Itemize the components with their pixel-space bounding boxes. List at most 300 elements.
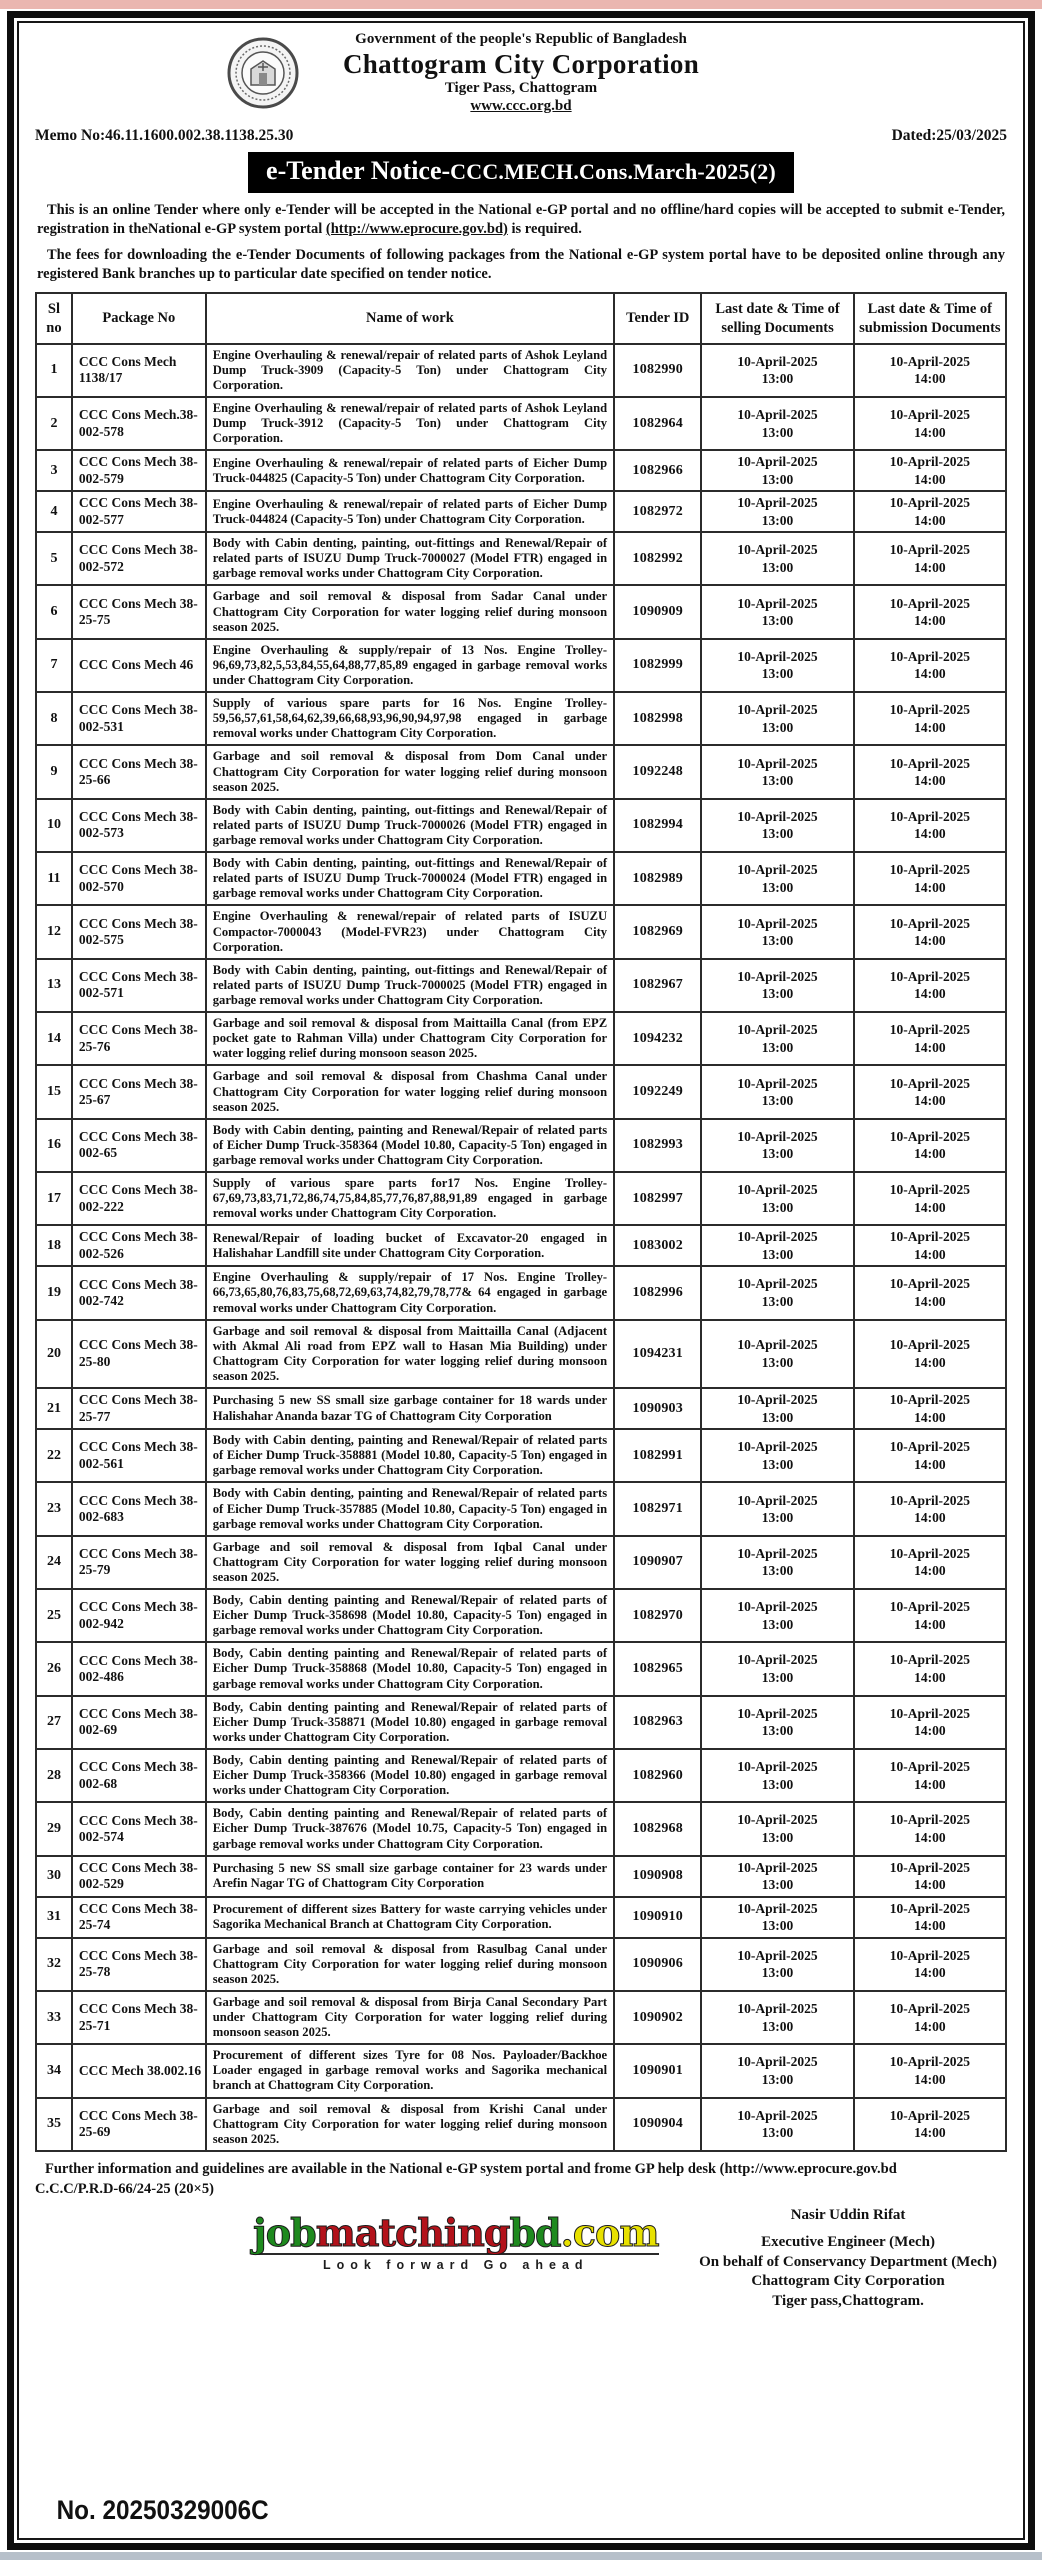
selling-date: 10-April-2025 <box>737 407 818 423</box>
cell-selling-date <box>701 745 853 798</box>
table-row <box>36 1589 1006 1642</box>
cell-selling-date <box>701 344 853 397</box>
cell-package-no: CCC Cons Mech 38-002-683 <box>72 1482 206 1535</box>
cell-name-of-work: Garbage and soil removal & disposal from Sadar Canal under Chattogram City Corporation for water logging relief during monsoon season 2025. <box>206 585 614 638</box>
submission-time: 14:00 <box>914 1723 946 1739</box>
cell-selling-date <box>701 585 853 638</box>
selling-time: 13:00 <box>761 1294 794 1310</box>
cell-sl-no: 9 <box>36 745 72 798</box>
table-row <box>36 1938 1006 1991</box>
col-header-sl-no: Sl no <box>36 293 72 343</box>
table-row <box>36 2044 1006 2097</box>
cell-package-no: CCC Cons Mech 38-25-79 <box>72 1536 206 1589</box>
cell-submission-date <box>854 532 1006 585</box>
cell-tender-id: 1082989 <box>614 852 701 905</box>
cell-tender-id: 1082997 <box>614 1172 701 1225</box>
selling-time: 13:00 <box>761 424 794 440</box>
submission-date: 10-April-2025 <box>889 1492 970 1508</box>
cell-package-no: CCC Cons Mech 38-002-742 <box>72 1266 206 1319</box>
selling-date: 10-April-2025 <box>737 1652 818 1668</box>
cell-submission-date <box>854 1482 1006 1535</box>
submission-date: 10-April-2025 <box>889 755 970 771</box>
cell-selling-date <box>701 1589 853 1642</box>
cell-submission-date <box>854 1696 1006 1749</box>
submission-date: 10-April-2025 <box>889 2107 970 2123</box>
cell-package-no: CCC Cons Mech 38-25-76 <box>72 1012 206 1065</box>
dated-label: Dated:25/03/2025 <box>891 127 1007 144</box>
selling-date: 10-April-2025 <box>737 862 818 878</box>
submission-date: 10-April-2025 <box>889 702 970 718</box>
cell-tender-id: 1082998 <box>614 692 701 745</box>
cell-name-of-work: Engine Overhauling & renewal/repair of related parts of Ashok Leyland Dump Truck-3909 (Capacity-5 Ton) under Chattogram City Corporation. <box>206 344 614 397</box>
selling-date: 10-April-2025 <box>737 1229 818 1245</box>
cell-tender-id: 1090902 <box>614 1991 701 2044</box>
selling-time: 13:00 <box>761 471 794 487</box>
submission-date: 10-April-2025 <box>889 648 970 664</box>
submission-time: 14:00 <box>914 1456 946 1472</box>
cell-name-of-work: Body with Cabin denting, painting and Renewal/Repair of related parts of Eicher Dump Truck-357885 (Model 10.80, Capacity-5 Ton) engaged in garbage removal works under Chattogram City Corporation. <box>206 1482 614 1535</box>
scan-artifact-bottom-strip <box>0 2552 1042 2560</box>
cell-submission-date <box>854 905 1006 958</box>
submission-date: 10-April-2025 <box>889 1545 970 1561</box>
submission-time: 14:00 <box>914 826 946 842</box>
submission-time: 14:00 <box>914 424 946 440</box>
submission-time: 14:00 <box>914 471 946 487</box>
cell-package-no: CCC Cons Mech 38-002-573 <box>72 799 206 852</box>
cell-name-of-work: Purchasing 5 new SS small size garbage container for 18 wards under Halishahar Ananda bazar TG of Chattogram City Corporation <box>206 1388 614 1429</box>
submission-date: 10-April-2025 <box>889 542 970 558</box>
submission-time: 14:00 <box>914 1918 946 1934</box>
cell-name-of-work: Body, Cabin denting painting and Renewal/Repair of related parts of Eicher Dump Truck-358868 (Model 10.80, Capacity-5 Ton) engaged in garbage removal works under Chattogram City Corporation. <box>206 1642 614 1695</box>
cell-name-of-work: Garbage and soil removal & disposal from Dom Canal under Chattogram City Corporation for water logging relief during monsoon season 2025. <box>206 745 614 798</box>
cell-tender-id: 1082966 <box>614 450 701 491</box>
cell-selling-date <box>701 1802 853 1855</box>
submission-time: 14:00 <box>914 1510 946 1526</box>
cell-submission-date <box>854 1172 1006 1225</box>
cell-sl-no: 19 <box>36 1266 72 1319</box>
selling-time: 13:00 <box>761 719 794 735</box>
selling-date: 10-April-2025 <box>737 1392 818 1408</box>
cell-submission-date <box>854 692 1006 745</box>
cell-package-no: CCC Cons Mech 38-002-486 <box>72 1642 206 1695</box>
selling-time: 13:00 <box>761 613 794 629</box>
col-header-selling-date: Last date & Time of selling Documents <box>701 293 853 343</box>
selling-time: 13:00 <box>761 826 794 842</box>
memo-row <box>35 127 1007 145</box>
selling-date: 10-April-2025 <box>737 1599 818 1615</box>
table-row <box>36 2098 1006 2151</box>
selling-date: 10-April-2025 <box>737 454 818 470</box>
cell-submission-date <box>854 639 1006 692</box>
table-row <box>36 1482 1006 1535</box>
cell-sl-no: 14 <box>36 1012 72 1065</box>
cell-sl-no: 35 <box>36 2098 72 2151</box>
cell-sl-no: 15 <box>36 1065 72 1118</box>
cell-name-of-work: Engine Overhauling & renewal/repair of related parts of Eicher Dump Truck-044824 (Capacity-5 Ton) under Chattogram City Corporation. <box>206 491 614 532</box>
cell-tender-id: 1082991 <box>614 1429 701 1482</box>
selling-time: 13:00 <box>761 1246 794 1262</box>
cell-name-of-work: Engine Overhauling & supply/repair of 13 Nos. Engine Trolley-96,69,73,82,5,53,84,55,64,88,77,85,89 engaged in garbage removal works under Chattogram City Corporation. <box>206 639 614 692</box>
cell-submission-date <box>854 1429 1006 1482</box>
selling-date: 10-April-2025 <box>737 2054 818 2070</box>
cell-package-no: CCC Cons Mech 1138/17 <box>72 344 206 397</box>
selling-time: 13:00 <box>761 1830 794 1846</box>
cell-submission-date <box>854 1991 1006 2044</box>
table-row <box>36 1897 1006 1938</box>
cell-submission-date <box>854 745 1006 798</box>
cell-sl-no: 8 <box>36 692 72 745</box>
cell-selling-date <box>701 1388 853 1429</box>
cell-package-no: CCC Mech 38.002.16 <box>72 2044 206 2097</box>
notice-title-main: e-Tender Notice- <box>266 156 451 185</box>
cell-tender-id: 1082964 <box>614 397 701 450</box>
cell-package-no: CCC Cons Mech 38-25-67 <box>72 1065 206 1118</box>
table-row <box>36 1065 1006 1118</box>
selling-time: 13:00 <box>761 1563 794 1579</box>
table-row <box>36 585 1006 638</box>
cell-tender-id: 1082994 <box>614 799 701 852</box>
cell-sl-no: 3 <box>36 450 72 491</box>
cell-selling-date <box>701 1856 853 1897</box>
cell-sl-no: 29 <box>36 1802 72 1855</box>
submission-time: 14:00 <box>914 719 946 735</box>
footer <box>35 2161 1007 2530</box>
col-header-tender-id: Tender ID <box>614 293 701 343</box>
cell-tender-id: 1082972 <box>614 491 701 532</box>
cell-submission-date <box>854 1802 1006 1855</box>
cell-tender-id: 1094232 <box>614 1012 701 1065</box>
cell-package-no: CCC Cons Mech 38-25-66 <box>72 745 206 798</box>
cell-name-of-work: Garbage and soil removal & disposal from Rasulbag Canal under Chattogram City Corporation for water logging relief during monsoon season 2025. <box>206 1938 614 1991</box>
table-row <box>36 1172 1006 1225</box>
cell-name-of-work: Engine Overhauling & supply/repair of 17 Nos. Engine Trolley- 66,73,65,80,76,83,75,68,72,69,63,74,82,79,78,77& 64 engaged in garbage removal works under Chattogram City Corporation. <box>206 1266 614 1319</box>
cell-sl-no: 27 <box>36 1696 72 1749</box>
signature-block <box>699 2206 1001 2312</box>
cell-selling-date <box>701 692 853 745</box>
logo-part-matching: matching <box>315 2209 510 2255</box>
cell-name-of-work: Body, Cabin denting painting and Renewal/Repair of related parts of Eicher Dump Truck-358366 (Model 10.80) engaged in garbage removal works under Chattogram City Corporation. <box>206 1749 614 1802</box>
cell-package-no: CCC Cons Mech 38-25-77 <box>72 1388 206 1429</box>
intro-paragraph-2: The fees for downloading the e-Tender Documents of following packages from the National e-GP system portal have to be deposited online through any registered Bank branches up to particular date specified on tender notice. <box>37 246 1005 282</box>
cell-package-no: CCC Cons Mech 46 <box>72 639 206 692</box>
cell-name-of-work: Body with Cabin denting, painting, out-fittings and Renewal/Repair of related parts of ISUZU Dump Truck-7000024 (Model FTR) engaged in garbage removal works under Chattogram City Corporation. <box>206 852 614 905</box>
submission-time: 14:00 <box>914 1093 946 1109</box>
government-line: Government of the people's Republic of Bangladesh <box>355 31 687 47</box>
cell-tender-id: 1082996 <box>614 1266 701 1319</box>
cell-submission-date <box>854 1589 1006 1642</box>
cell-sl-no: 16 <box>36 1119 72 1172</box>
selling-date: 10-April-2025 <box>737 648 818 664</box>
cell-package-no: CCC Cons Mech 38-002-571 <box>72 959 206 1012</box>
submission-time: 14:00 <box>914 1877 946 1893</box>
table-row <box>36 397 1006 450</box>
submission-date: 10-April-2025 <box>889 1812 970 1828</box>
cell-selling-date <box>701 1642 853 1695</box>
logo-part-dotcom: .com <box>560 2209 659 2255</box>
submission-date: 10-April-2025 <box>889 968 970 984</box>
cell-submission-date <box>854 1119 1006 1172</box>
cell-selling-date <box>701 1119 853 1172</box>
cell-name-of-work: Procurement of different sizes Tyre for 08 Nos. Payloader/Backhoe Loader engaged in garbage removal works and Sagorika mechanical branch at Chattogram City Corporation. <box>206 2044 614 2097</box>
submission-time: 14:00 <box>914 1294 946 1310</box>
cell-package-no: CCC Cons Mech 38-002-69 <box>72 1696 206 1749</box>
table-row <box>36 532 1006 585</box>
submission-date: 10-April-2025 <box>889 1337 970 1353</box>
cell-submission-date <box>854 1938 1006 1991</box>
notice-title-wrap <box>35 152 1007 193</box>
cell-sl-no: 18 <box>36 1225 72 1266</box>
cell-submission-date <box>854 1897 1006 1938</box>
cell-sl-no: 22 <box>36 1429 72 1482</box>
submission-date: 10-April-2025 <box>889 495 970 511</box>
cell-name-of-work: Body with Cabin denting, painting, out-fittings and Renewal/Repair of related parts of ISUZU Dump Truck-7000027 (Model FTR) engaged in garbage removal works under Chattogram City Corporation. <box>206 532 614 585</box>
cell-tender-id: 1082990 <box>614 344 701 397</box>
submission-date: 10-April-2025 <box>889 1900 970 1916</box>
table-row <box>36 491 1006 532</box>
logo-tagline: Look forward Go ahead <box>253 2253 659 2272</box>
cell-sl-no: 7 <box>36 639 72 692</box>
cell-name-of-work: Body, Cabin denting painting and Renewal/Repair of related parts of Eicher Dump Truck-387676 (Model 10.75, Capacity-5 Ton) engaged in garbage removal works under Chattogram City Corporation. <box>206 1802 614 1855</box>
ccc-seal-logo <box>227 37 299 109</box>
cell-tender-id: 1094231 <box>614 1320 701 1388</box>
cell-submission-date <box>854 1749 1006 1802</box>
cell-submission-date <box>854 1225 1006 1266</box>
cell-tender-id: 1082992 <box>614 532 701 585</box>
table-row <box>36 1696 1006 1749</box>
selling-date: 10-April-2025 <box>737 702 818 718</box>
submission-date: 10-April-2025 <box>889 1182 970 1198</box>
cell-sl-no: 13 <box>36 959 72 1012</box>
eprocure-link[interactable]: (http://www.eprocure.gov.bd) <box>325 220 508 237</box>
cell-name-of-work: Body with Cabin denting, painting, out-fittings and Renewal/Repair of related parts of ISUZU Dump Truck-7000026 (Model FTR) engaged in garbage removal works under Chattogram City Corporation. <box>206 799 614 852</box>
cell-tender-id: 1090906 <box>614 1938 701 1991</box>
selling-time: 13:00 <box>761 2071 794 2087</box>
selling-time: 13:00 <box>761 933 794 949</box>
cell-submission-date <box>854 1388 1006 1429</box>
cell-submission-date <box>854 397 1006 450</box>
submission-time: 14:00 <box>914 1563 946 1579</box>
selling-date: 10-April-2025 <box>737 495 818 511</box>
cell-sl-no: 6 <box>36 585 72 638</box>
footer-reference: C.C.C/P.R.D-66/24-25 (20×5) <box>35 2180 214 2197</box>
submission-date: 10-April-2025 <box>889 1075 970 1091</box>
selling-date: 10-April-2025 <box>737 968 818 984</box>
cell-package-no: CCC Cons Mech 38-002-577 <box>72 491 206 532</box>
cell-name-of-work: Body, Cabin denting painting and Renewal/Repair of related parts of Eicher Dump Truck-358698 (Model 10.80, Capacity-5 Ton) engaged in garbage removal works under Chattogram City Corporation. <box>206 1589 614 1642</box>
cell-name-of-work: Supply of various spare parts for 16 Nos. Engine Trolley-59,56,57,61,58,64,62,39,66,68,93,96,90,94,97,98 engaged in garbage removal works under Chattogram City Corporation. <box>206 692 614 745</box>
cell-tender-id: 1090908 <box>614 1856 701 1897</box>
cell-package-no: CCC Cons Mech 38-25-78 <box>72 1938 206 1991</box>
cell-package-no: CCC Cons Mech.38-002-578 <box>72 397 206 450</box>
submission-date: 10-April-2025 <box>889 1276 970 1292</box>
submission-date: 10-April-2025 <box>889 1947 970 1963</box>
tender-table-body <box>36 344 1006 2151</box>
cell-sl-no: 17 <box>36 1172 72 1225</box>
cell-selling-date <box>701 852 853 905</box>
cell-tender-id: 1090907 <box>614 1536 701 1589</box>
submission-date: 10-April-2025 <box>889 353 970 369</box>
cell-selling-date <box>701 1938 853 1991</box>
cell-sl-no: 20 <box>36 1320 72 1388</box>
table-row <box>36 959 1006 1012</box>
cell-submission-date <box>854 852 1006 905</box>
selling-time: 13:00 <box>761 986 794 1002</box>
selling-time: 13:00 <box>761 512 794 528</box>
cell-selling-date <box>701 1320 853 1388</box>
selling-time: 13:00 <box>761 2018 794 2034</box>
cell-submission-date <box>854 959 1006 1012</box>
selling-date: 10-April-2025 <box>737 542 818 558</box>
cell-selling-date <box>701 1696 853 1749</box>
cell-name-of-work: Garbage and soil removal & disposal from Iqbal Canal under Chattogram City Corporation for water logging relief during monsoon season 2025. <box>206 1536 614 1589</box>
selling-date: 10-April-2025 <box>737 1759 818 1775</box>
submission-date: 10-April-2025 <box>889 1599 970 1615</box>
selling-date: 10-April-2025 <box>737 808 818 824</box>
submission-time: 14:00 <box>914 933 946 949</box>
jobmatchingbd-logo <box>253 2209 659 2272</box>
signatory-title: Executive Engineer (Mech) <box>761 2234 935 2251</box>
submission-time: 14:00 <box>914 666 946 682</box>
selling-date: 10-April-2025 <box>737 1859 818 1875</box>
cell-sl-no: 1 <box>36 344 72 397</box>
submission-date: 10-April-2025 <box>889 808 970 824</box>
cell-name-of-work: Procurement of different sizes Battery for waste carrying vehicles under Sagorika Mechanical Branch at Chattogram City Corporation. <box>206 1897 614 1938</box>
cell-package-no: CCC Cons Mech 38-25-80 <box>72 1320 206 1388</box>
submission-date: 10-April-2025 <box>889 862 970 878</box>
cell-sl-no: 4 <box>36 491 72 532</box>
table-row <box>36 1536 1006 1589</box>
cell-package-no: CCC Cons Mech 38-25-74 <box>72 1897 206 1938</box>
cell-submission-date <box>854 1856 1006 1897</box>
cell-selling-date <box>701 491 853 532</box>
cell-package-no: CCC Cons Mech 38-002-561 <box>72 1429 206 1482</box>
cell-package-no: CCC Cons Mech 38-002-531 <box>72 692 206 745</box>
table-row <box>36 799 1006 852</box>
cell-sl-no: 32 <box>36 1938 72 1991</box>
cell-name-of-work: Body with Cabin denting, painting and Renewal/Repair of related parts of Eicher Dump Truck-358364 (Model 10.80, Capacity-5 Ton) engaged in garbage removal works under Chattogram City Corporation. <box>206 1119 614 1172</box>
submission-time: 14:00 <box>914 1354 946 1370</box>
letterhead <box>35 29 1007 125</box>
selling-time: 13:00 <box>761 666 794 682</box>
table-row <box>36 344 1006 397</box>
cell-submission-date <box>854 799 1006 852</box>
selling-time: 13:00 <box>761 1670 794 1686</box>
submission-date: 10-April-2025 <box>889 595 970 611</box>
cell-name-of-work: Engine Overhauling & renewal/repair of related parts of ISUZU Compactor-7000043 (Model-FVR23) under Chattogram City Corporation. <box>206 905 614 958</box>
submission-date: 10-April-2025 <box>889 1439 970 1455</box>
table-row <box>36 639 1006 692</box>
submission-time: 14:00 <box>914 559 946 575</box>
cell-sl-no: 34 <box>36 2044 72 2097</box>
submission-time: 14:00 <box>914 1146 946 1162</box>
notice-title-banner <box>248 152 794 193</box>
signatory-name: Nasir Uddin Rifat <box>790 2206 906 2223</box>
submission-time: 14:00 <box>914 1776 946 1792</box>
table-row <box>36 692 1006 745</box>
cell-sl-no: 31 <box>36 1897 72 1938</box>
cell-submission-date <box>854 1320 1006 1388</box>
cell-submission-date <box>854 2098 1006 2151</box>
submission-date: 10-April-2025 <box>889 454 970 470</box>
cell-tender-id: 1082968 <box>614 1802 701 1855</box>
table-header-row <box>36 293 1006 343</box>
cell-package-no: CCC Cons Mech 38-002-942 <box>72 1589 206 1642</box>
cell-selling-date <box>701 397 853 450</box>
submission-date: 10-April-2025 <box>889 1022 970 1038</box>
selling-time: 13:00 <box>761 1877 794 1893</box>
cell-submission-date <box>854 491 1006 532</box>
cell-selling-date <box>701 2098 853 2151</box>
submission-date: 10-April-2025 <box>889 1759 970 1775</box>
intro-paragraph-1 <box>37 201 1005 239</box>
cell-sl-no: 10 <box>36 799 72 852</box>
cell-tender-id: 1092249 <box>614 1065 701 1118</box>
cell-tender-id: 1082970 <box>614 1589 701 1642</box>
table-row <box>36 1429 1006 1482</box>
selling-time: 13:00 <box>761 1409 794 1425</box>
website-link[interactable]: www.ccc.org.bd <box>470 98 572 114</box>
cell-tender-id: 1090903 <box>614 1388 701 1429</box>
selling-date: 10-April-2025 <box>737 915 818 931</box>
submission-time: 14:00 <box>914 1039 946 1055</box>
table-row <box>36 1749 1006 1802</box>
cell-name-of-work: Garbage and soil removal & disposal from Birja Canal Secondary Part under Chattogram City Corporation for water logging relief during monsoon season 2025. <box>206 1991 614 2044</box>
selling-time: 13:00 <box>761 1616 794 1632</box>
cell-package-no: CCC Cons Mech 38-25-75 <box>72 585 206 638</box>
selling-time: 13:00 <box>761 1456 794 1472</box>
selling-time: 13:00 <box>761 1776 794 1792</box>
submission-date: 10-April-2025 <box>889 1705 970 1721</box>
cell-sl-no: 12 <box>36 905 72 958</box>
cell-tender-id: 1082963 <box>614 1696 701 1749</box>
selling-time: 13:00 <box>761 1093 794 1109</box>
cell-name-of-work: Supply of various spare parts for17 Nos. Engine Trolley- 67,69,73,83,71,72,86,74,75,84,85,77,76,87,88,91,89 engaged in garbage removal works under Chattogram City Corporation. <box>206 1172 614 1225</box>
cell-submission-date <box>854 1642 1006 1695</box>
submission-time: 14:00 <box>914 1246 946 1262</box>
cell-sl-no: 23 <box>36 1482 72 1535</box>
table-row <box>36 745 1006 798</box>
cell-name-of-work: Garbage and soil removal & disposal from Chashma Canal under Chattogram City Corporation for water logging relief during monsoon season 2025. <box>206 1065 614 1118</box>
cell-selling-date <box>701 1266 853 1319</box>
table-row <box>36 1991 1006 2044</box>
selling-date: 10-April-2025 <box>737 1182 818 1198</box>
cell-selling-date <box>701 450 853 491</box>
cell-name-of-work: Purchasing 5 new SS small size garbage container for 23 wards under Arefin Nagar TG of Chattogram City Corporation <box>206 1856 614 1897</box>
cell-submission-date <box>854 1266 1006 1319</box>
signatory-location: Tiger pass,Chattogram. <box>772 2292 924 2309</box>
cell-submission-date <box>854 1012 1006 1065</box>
cell-tender-id: 1082967 <box>614 959 701 1012</box>
cell-name-of-work: Engine Overhauling & renewal/repair of related parts of Eicher Dump Truck-044825 (Capacity-5 Ton) under Chattogram City Corporation. <box>206 450 614 491</box>
selling-date: 10-April-2025 <box>737 1812 818 1828</box>
cell-selling-date <box>701 532 853 585</box>
cell-sl-no: 11 <box>36 852 72 905</box>
submission-time: 14:00 <box>914 512 946 528</box>
selling-time: 13:00 <box>761 1199 794 1215</box>
cell-selling-date <box>701 1897 853 1938</box>
selling-time: 13:00 <box>761 559 794 575</box>
cell-selling-date <box>701 2044 853 2097</box>
cell-name-of-work: Garbage and soil removal & disposal from Maittailla Canal (Adjacent with Akmal Ali road from EPZ wall to Hasan Mia Building) under Chattogram City Corporation for water logging relief during monsoon season 2025. <box>206 1320 614 1388</box>
jobmatchingbd-logo-text <box>253 2209 659 2255</box>
selling-date: 10-April-2025 <box>737 1022 818 1038</box>
cell-package-no: CCC Cons Mech 38-002-570 <box>72 852 206 905</box>
selling-date: 10-April-2025 <box>737 2107 818 2123</box>
footer-note: Further information and guidelines are available in the National e-GP system portal and frome GP help desk (http://www.eprocure.gov.bd <box>45 2160 897 2177</box>
cell-selling-date <box>701 1172 853 1225</box>
cell-package-no: CCC Cons Mech 38-002-68 <box>72 1749 206 1802</box>
cell-package-no: CCC Cons Mech 38-002-579 <box>72 450 206 491</box>
